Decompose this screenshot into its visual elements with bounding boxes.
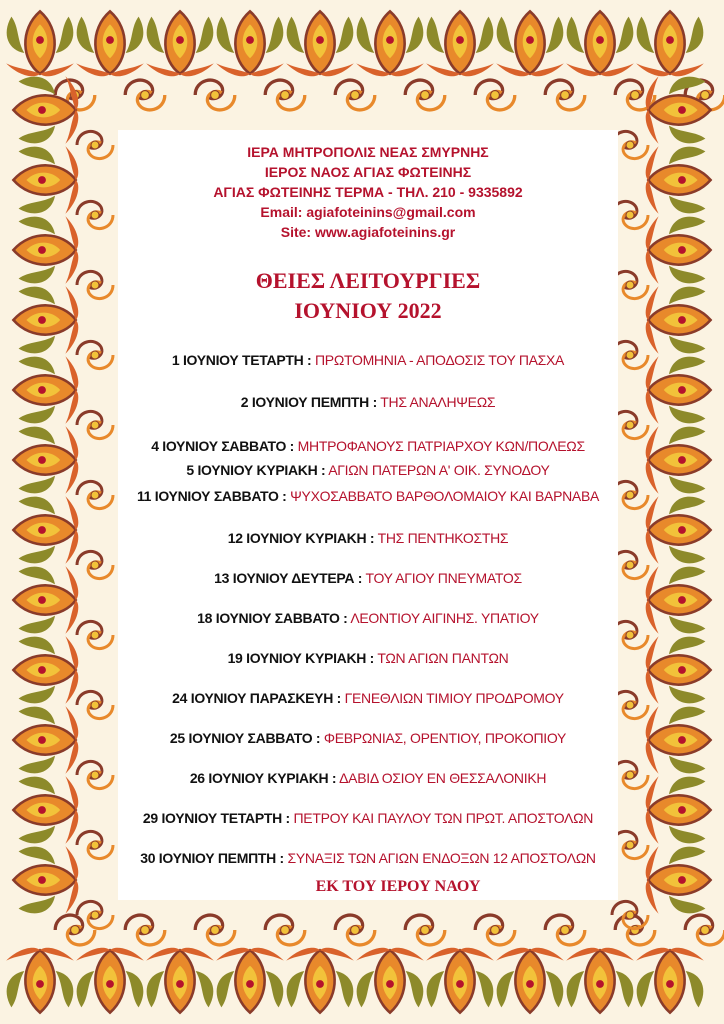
metropolis-name: ΙΕΡΑ ΜΗΤΡΟΠΟΛΙΣ ΝΕΑΣ ΣΜΥΡΝΗΣ [247, 144, 489, 160]
schedule-entry [98, 810, 638, 826]
entry-feast: ΦΕΒΡΩΝΙΑΣ, ΟΡΕΝΤΙΟΥ, ΠΡΟΚΟΠΙΟΥ [323, 730, 567, 746]
church-website: Site: www.agiafoteinins.gr [280, 224, 456, 240]
schedule-entry [98, 570, 638, 586]
entry-date: 19 ΙΟΥΝΙΟΥ ΚΥΡΙΑΚΗ : [227, 650, 375, 666]
entry-date: 11 ΙΟΥΝΙΟΥ ΣΑΒΒΑΤΟ : [136, 488, 287, 504]
schedule-entry [98, 610, 638, 626]
entry-date: 13 ΙΟΥΝΙΟΥ ΔΕΥΤΕΡΑ : [214, 570, 363, 586]
entry-feast: ΓΕΝΕΘΛΙΩΝ ΤΙΜΙΟΥ ΠΡΟΔΡΟΜΟΥ [344, 690, 564, 706]
schedule-entry [98, 690, 638, 706]
schedule-entry [98, 394, 638, 410]
schedule-entry [98, 462, 638, 478]
title-line-1: ΘΕΙΕΣ ΛΕΙΤΟΥΡΓΙΕΣ [255, 268, 481, 293]
page-title [118, 266, 618, 326]
entry-date: 18 ΙΟΥΝΙΟΥ ΣΑΒΒΑΤΟ : [197, 610, 348, 626]
title-line-2: ΙΟΥΝΙΟΥ 2022 [294, 298, 442, 323]
schedule-entry [98, 850, 638, 866]
entry-date: 2 ΙΟΥΝΙΟΥ ΠΕΜΠΤΗ : [240, 394, 377, 410]
entry-feast: ΤΗΣ ΠΕΝΤΗΚΟΣΤΗΣ [377, 530, 509, 546]
content-panel [118, 130, 618, 900]
entry-date: 1 ΙΟΥΝΙΟΥ ΤΕΤΑΡΤΗ : [171, 352, 312, 368]
schedule-entry [98, 438, 638, 454]
entry-date: 24 ΙΟΥΝΙΟΥ ΠΑΡΑΣΚΕΥΗ : [172, 690, 341, 706]
entry-feast: ΛΕΟΝΤΙΟΥ ΑΙΓΙΝΗΣ. ΥΠΑΤΙΟΥ [350, 610, 539, 626]
entry-feast: ΑΓΙΩΝ ΠΑΤΕΡΩΝ Α' ΟΙΚ. ΣΥΝΟΔΟΥ [328, 462, 550, 478]
entry-feast: ΠΕΤΡΟΥ ΚΑΙ ΠΑΥΛΟΥ ΤΩΝ ΠΡΩΤ. ΑΠΟΣΤΟΛΩΝ [293, 810, 594, 826]
entry-date: 26 ΙΟΥΝΙΟΥ ΚΥΡΙΑΚΗ : [189, 770, 337, 786]
schedule-entry [98, 730, 638, 746]
schedule-entry [98, 770, 638, 786]
schedule-entry [98, 650, 638, 666]
entry-feast: ΜΗΤΡΟΦΑΝΟΥΣ ΠΑΤΡΙΑΡΧΟΥ ΚΩΝ/ΠΟΛΕΩΣ [297, 438, 585, 454]
entry-feast: ΣΥΝΑΞΙΣ ΤΩΝ ΑΓΙΩΝ ΕΝΔΟΞΩΝ 12 ΑΠΟΣΤΟΛΩΝ [287, 850, 596, 866]
entry-date: 5 ΙΟΥΝΙΟΥ ΚΥΡΙΑΚΗ : [186, 462, 326, 478]
schedule-entry [98, 530, 638, 546]
entry-feast: ΠΡΩΤΟΜΗΝΙΑ - ΑΠΟΔΟΣΙΣ ΤΟΥ ΠΑΣΧΑ [314, 352, 565, 368]
entry-feast: ΤΗΣ ΑΝΑΛΗΨΕΩΣ [380, 394, 496, 410]
entry-date: 12 ΙΟΥΝΙΟΥ ΚΥΡΙΑΚΗ : [227, 530, 375, 546]
schedule-entry [98, 352, 638, 368]
entry-date: 25 ΙΟΥΝΙΟΥ ΣΑΒΒΑΤΟ : [169, 730, 321, 746]
church-email: Email: agiafoteinins@gmail.com [260, 204, 476, 220]
church-address: ΑΓΙΑΣ ΦΩΤΕΙΝΗΣ ΤΕΡΜΑ - ΤΗΛ. 210 - 9335892 [213, 184, 523, 200]
entry-date: 29 ΙΟΥΝΙΟΥ ΤΕΤΑΡΤΗ : [142, 810, 290, 826]
footer-signature: ΕΚ ΤΟΥ ΙΕΡΟΥ ΝΑΟΥ [315, 878, 481, 895]
entry-feast: ΤΩΝ ΑΓΙΩΝ ΠΑΝΤΩΝ [377, 650, 509, 666]
entry-feast: ΤΟΥ ΑΓΙΟΥ ΠΝΕΥΜΑΤΟΣ [365, 570, 522, 586]
entry-feast: ΨΥΧΟΣΑΒΒΑΤΟ ΒΑΡΘΟΛΟΜΑΙΟΥ ΚΑΙ ΒΑΡΝΑΒΑ [290, 488, 600, 504]
entry-feast: ΔΑΒΙΔ ΟΣΙΟΥ ΕΝ ΘΕΣΣΑΛΟΝΙΚΗ [339, 770, 547, 786]
church-name: ΙΕΡΟΣ ΝΑΟΣ ΑΓΙΑΣ ΦΩΤΕΙΝΗΣ [264, 164, 472, 180]
entry-date: 30 ΙΟΥΝΙΟΥ ΠΕΜΠΤΗ : [140, 850, 284, 866]
church-header [118, 142, 618, 242]
entry-date: 4 ΙΟΥΝΙΟΥ ΣΑΒΒΑΤΟ : [151, 438, 295, 454]
schedule-entry [98, 488, 638, 504]
